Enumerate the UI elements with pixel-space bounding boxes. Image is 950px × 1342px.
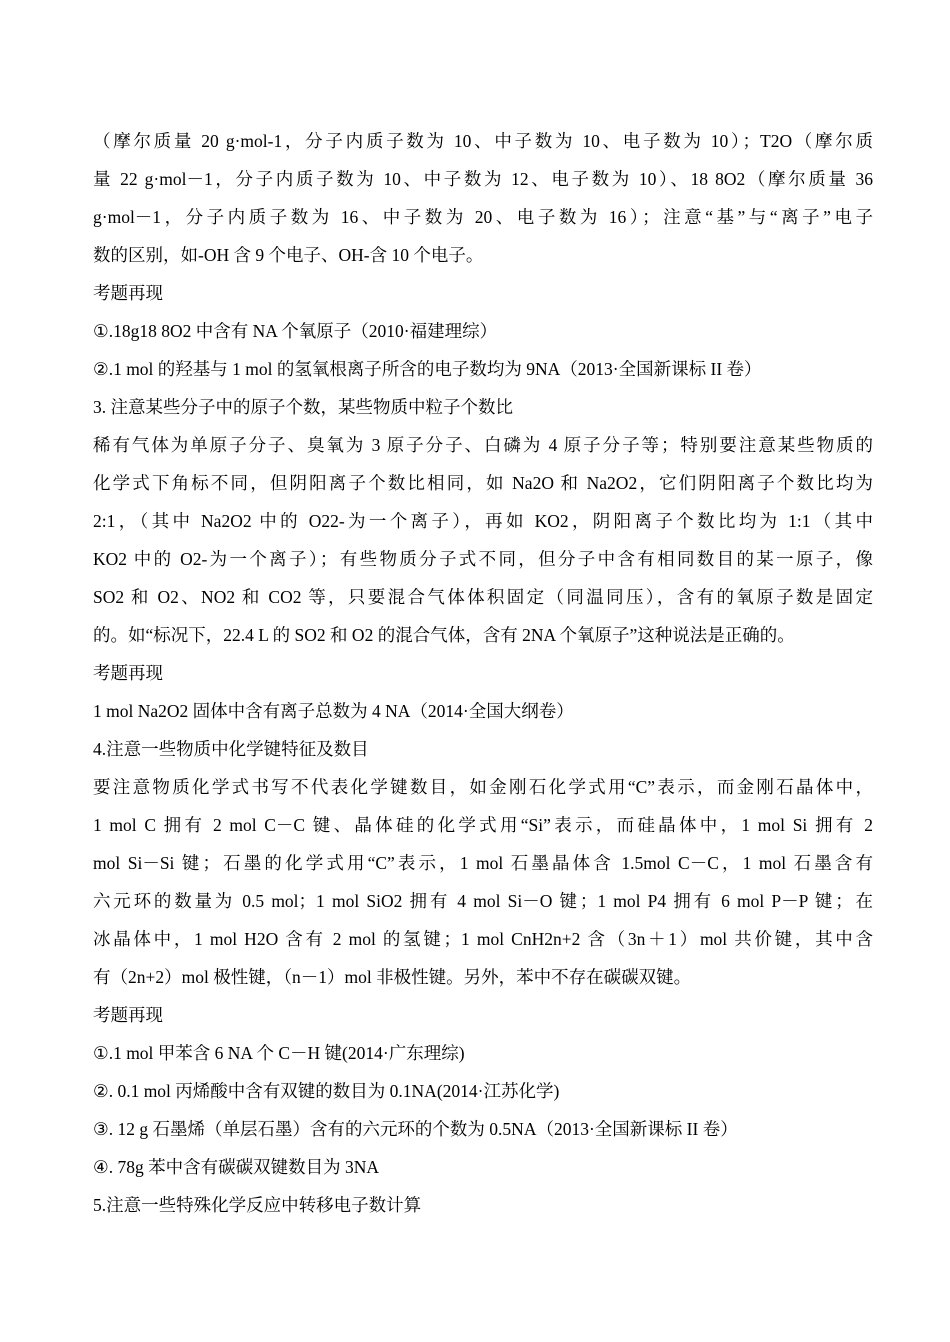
paragraph-line: 有（2n+2）mol 极性键，（n－1）mol 非极性键。另外，苯中不存在碳碳双键。 — [93, 967, 692, 987]
paragraph-line: 稀有气体为单原子分子、臭氧为 3 原子分子、白磷为 4 原子分子等；特别要注意某些物质的 — [93, 435, 873, 455]
paragraph-line: mol Si－Si 键；石墨的化学式用“C”表示，1 mol 石墨晶体含 1.5mol C－C，1 mol 石墨含有 — [93, 853, 873, 873]
section-label: 考题再现 — [93, 663, 163, 683]
paragraph-line: 化学式下角标不同，但阴阳离子个数比相同，如 Na2O 和 Na2O2，它们阴阳离子个数比均为 — [93, 473, 873, 493]
paragraph-line: 2:1，（其中 Na2O2 中的 O22-为一个离子），再如 KO2，阴阳离子个数比均为 1:1（其中 — [93, 511, 873, 531]
section-label: 考题再现 — [93, 283, 163, 303]
paragraph-line: 量 22 g·mol－1，分子内质子数为 10、中子数为 12、电子数为 10）、18 8O2（摩尔质量 36 — [93, 169, 873, 189]
section-label: 考题再现 — [93, 1005, 163, 1025]
paragraph-line: g·mol－1，分子内质子数为 16、中子数为 20、电子数为 16）；注意“基”与“离子”电子 — [93, 207, 873, 227]
exam-item: ③. 12 g 石墨烯（单层石墨）含有的六元环的个数为 0.5NA（2013·全国新课标 II 卷） — [93, 1119, 738, 1139]
paragraph-line: KO2 中的 O2-为一个离子）；有些物质分子式不同，但分子中含有相同数目的某一原子，像 — [93, 549, 873, 569]
paragraph-line: 的。如“标况下，22.4 L 的 SO2 和 O2 的混合气体，含有 2NA 个氧原子”这种说法是正确的。 — [93, 625, 795, 645]
exam-item: ②. 0.1 mol 丙烯酸中含有双键的数目为 0.1NA(2014·江苏化学) — [93, 1081, 560, 1101]
exam-item: 1 mol Na2O2 固体中含有离子总数为 4 NA（2014·全国大纲卷） — [93, 701, 574, 721]
paragraph-line: 1 mol C 拥有 2 mol C－C 键、晶体硅的化学式用“Si”表示，而硅晶体中，1 mol Si 拥有 2 — [93, 815, 873, 835]
paragraph-line: 要注意物质化学式书写不代表化学键数目，如金刚石化学式用“C”表示，而金刚石晶体中， — [93, 777, 873, 797]
exam-item: ④. 78g 苯中含有碳碳双键数目为 3NA — [93, 1157, 379, 1177]
section-heading: 4.注意一些物质中化学键特征及数目 — [93, 739, 369, 759]
section-heading: 3. 注意某些分子中的原子个数，某些物质中粒子个数比 — [93, 397, 513, 417]
exam-item: ①.18g18 8O2 中含有 NA 个氧原子（2010·福建理综） — [93, 321, 498, 341]
exam-item: ①.1 mol 甲苯含 6 NA 个 C－H 键(2014·广东理综) — [93, 1043, 465, 1063]
exam-item: ②.1 mol 的羟基与 1 mol 的氢氧根离子所含的电子数均为 9NA（2013·全国新课标 II 卷） — [93, 359, 762, 379]
paragraph-line: 数的区别，如-OH 含 9 个电子、OH-含 10 个电子。 — [93, 245, 484, 265]
paragraph-line: （摩尔质量 20 g·mol-1，分子内质子数为 10、中子数为 10、电子数为 10）；T2O（摩尔质 — [93, 131, 873, 151]
section-heading: 5.注意一些特殊化学反应中转移电子数计算 — [93, 1195, 422, 1215]
paragraph-line: SO2 和 O2、NO2 和 CO2 等，只要混合气体体积固定（同温同压），含有的氧原子数是固定 — [93, 587, 873, 607]
paragraph-line: 六元环的数量为 0.5 mol；1 mol SiO2 拥有 4 mol Si－O 键；1 mol P4 拥有 6 mol P－P 键；在 — [93, 891, 873, 911]
paragraph-line: 冰晶体中，1 mol H2O 含有 2 mol 的氢键；1 mol CnH2n+2 含（3n＋1）mol 共价键，其中含 — [93, 929, 873, 949]
